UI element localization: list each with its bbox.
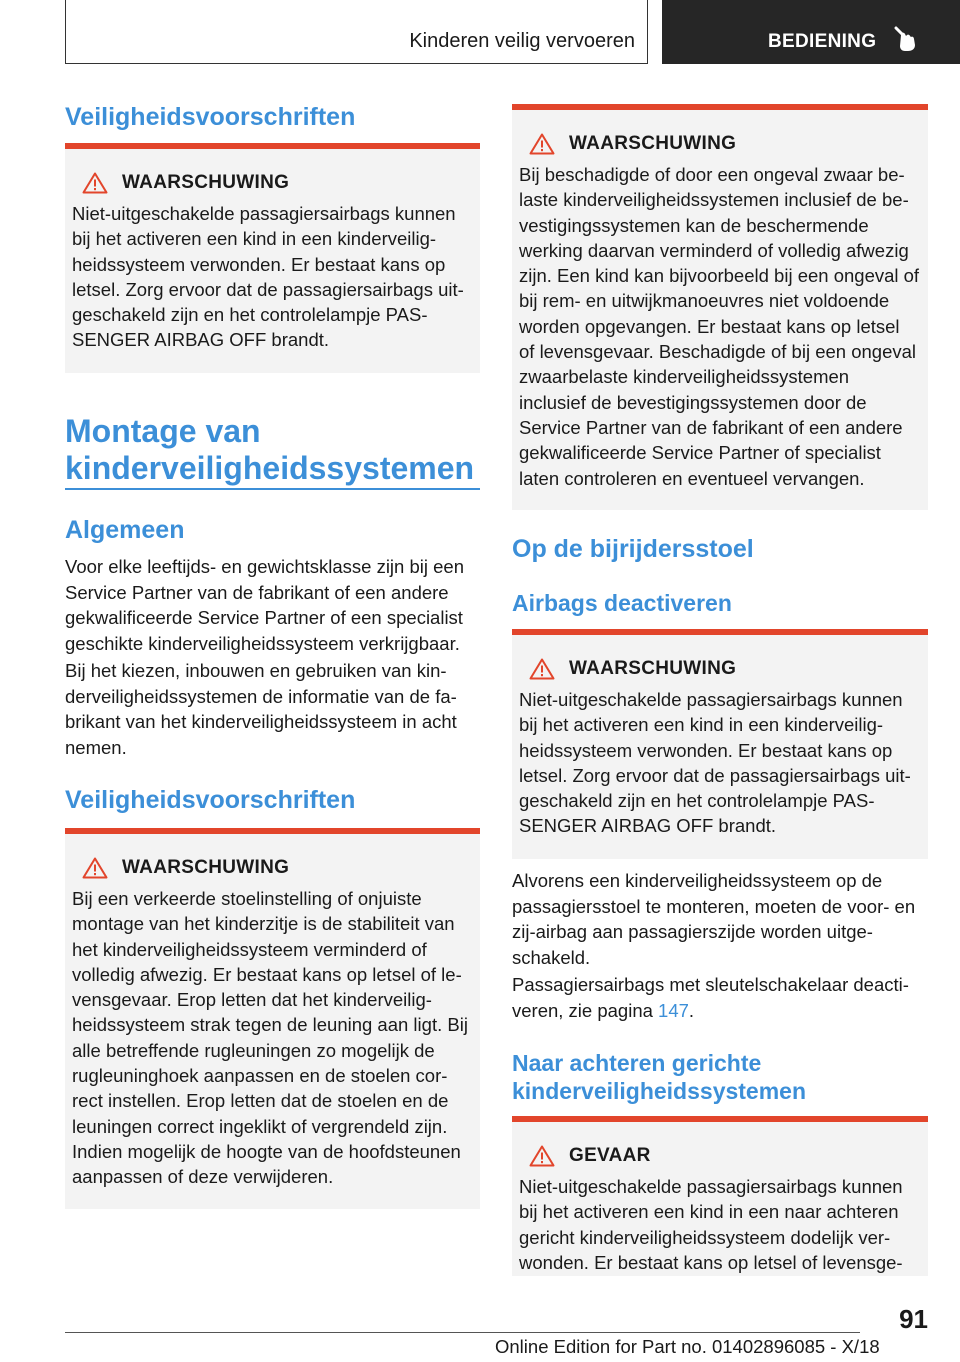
chapter-tab[interactable] — [662, 0, 960, 64]
warning-triangle-icon — [529, 658, 555, 680]
section-title: Kinderen veilig vervoeren — [409, 30, 635, 52]
page-number: 91 — [899, 1304, 928, 1334]
warning-title: WAARSCHUWING — [122, 857, 290, 878]
section-heading-general: Algemeen — [65, 516, 185, 544]
warning-header — [72, 171, 472, 195]
main-heading-line2: kinderveiligheidssystemen — [65, 450, 475, 486]
danger-text: Niet-uitgeschakelde passagiersairbags kunnen bij het activeren een kind in een naar achteren gericht kinderveiligheidssysteem dodelijk verwonden. Er bestaat kans op letsel of levensge- — [519, 1176, 903, 1273]
paragraph: Voor elke leeftijds- en gewichtsklasse zijn bij een Service Partner van de fabrikant of een andere gekwalificeerde Service Partner of een specialist geschikte kinderveiligheidssysteem verkrijgbaar. — [65, 556, 464, 654]
warning-triangle-icon — [82, 857, 108, 879]
header-section-box — [65, 0, 648, 64]
subheading-line2: kinderveiligheidssystemen — [512, 1078, 807, 1104]
pointing-hand-icon — [894, 26, 918, 52]
warning-header — [72, 856, 472, 880]
danger-header — [519, 1144, 920, 1168]
warning-box — [65, 143, 480, 373]
warning-triangle-icon — [82, 172, 108, 194]
warning-triangle-icon — [529, 1145, 555, 1167]
warning-box — [512, 104, 928, 510]
warning-header — [519, 132, 920, 156]
warning-text: Niet-uitgeschakelde passagiersairbags kunnen bij het activeren een kind in een kinderveiligheidssysteem verwonden. Er bestaat kans op letsel. Zorg ervoor dat de passagiersairbags uitgeschakeld zijn en het controlelampje PASSENGER AIRBAG OFF brandt. — [519, 689, 911, 837]
heading-underline — [65, 488, 480, 490]
paragraph: Bij het kiezen, inbouwen en gebruiken van kinderveiligheidssystemen de informatie van de fabrikant van het kinderveiligheidssysteem in acht nemen. — [65, 660, 457, 758]
warning-title: WAARSCHUWING — [569, 658, 737, 679]
warning-text: Niet-uitgeschakelde passagiersairbags kunnen bij het activeren een kind in een kinderveiligheidssysteem verwonden. Er bestaat kans op letsel. Zorg ervoor dat de passagiersairbags uitgeschakeld zijn en het controlelampje PASSENGER AIRBAG OFF brandt. — [72, 203, 464, 351]
danger-title: GEVAAR — [569, 1145, 651, 1166]
warning-title: WAARSCHUWING — [122, 172, 290, 193]
subheading-airbags: Airbags deactiveren — [512, 590, 732, 616]
warning-text: Bij beschadigde of door een ongeval zwaar belaste kinderveiligheidssystemen inclusief de bevestigingssystemen kan de beschermende werking daarvan verminderd of volledig afwezig zijn. Een kind kan bijvoorbeeld bij een ongeval of bij rem- en uitwijkmanoeuvres niet voldoende worden opgevangen. Er bestaat kans op letsel of levensgevaar. Beschadigde of bij een ongeval zwaarbelaste kinderveiligheidssystemen inclusief de bevestigingssystemen door de Service Partner van de fabrikant of een andere gekwalificeerde Service Partner of specialist laten controleren en eventueel vervangen. — [519, 164, 920, 489]
main-heading — [65, 413, 480, 487]
paragraph-text: Passagiersairbags met sleutelschakelaar deactiveren, zie pagina — [512, 974, 909, 1021]
chapter-label: BEDIENING — [768, 31, 877, 52]
paragraph-suffix: . — [688, 999, 695, 1021]
warning-box — [65, 828, 480, 1209]
section-heading-safety-2: Veiligheidsvoorschriften — [65, 786, 356, 814]
page-reference-link[interactable]: 147 — [658, 999, 689, 1021]
danger-box — [512, 1116, 928, 1276]
main-heading-line1: Montage van — [65, 413, 261, 449]
section-heading-safety: Veiligheidsvoorschriften — [65, 103, 356, 131]
subheading-line1: Naar achteren gerichte — [512, 1050, 762, 1076]
footer-divider — [65, 1332, 860, 1333]
subheading-rear-facing — [512, 1049, 928, 1105]
warning-header — [519, 657, 920, 681]
warning-title: WAARSCHUWING — [569, 133, 737, 154]
paragraph-with-link — [512, 972, 930, 1023]
warning-box — [512, 629, 928, 859]
paragraph: Alvorens een kinderveiligheidssysteem op de passagiersstoel te monteren, moeten de voor- en zij-airbag aan passagierszijde worden uitgeschakeld. — [512, 870, 916, 968]
warning-triangle-icon — [529, 133, 555, 155]
footer-edition: Online Edition for Part no. 01402896085 - X/18 — [495, 1336, 880, 1357]
section-heading-passenger-seat: Op de bijrijdersstoel — [512, 535, 754, 563]
warning-text: Bij een verkeerde stoelinstelling of onjuiste montage van het kinderzitje is de stabiliteit van het kinderveiligheidssysteem verminderd of volledig afwezig. Er bestaat kans op letsel of levensgevaar. Erop letten dat het kinderveiligheidssysteem strak tegen de leuning aan ligt. Bij alle betreffende rugleuningen zo mogelijk de rugleuninghoek aanpassen en de stoelen correct instellen. Erop letten dat de stoelen en de leuningen correct ingeklikt of vergrendeld zijn. Indien mogelijk de hoogte van de hoofdsteunen aanpassen of deze verwijderen. — [72, 888, 468, 1188]
